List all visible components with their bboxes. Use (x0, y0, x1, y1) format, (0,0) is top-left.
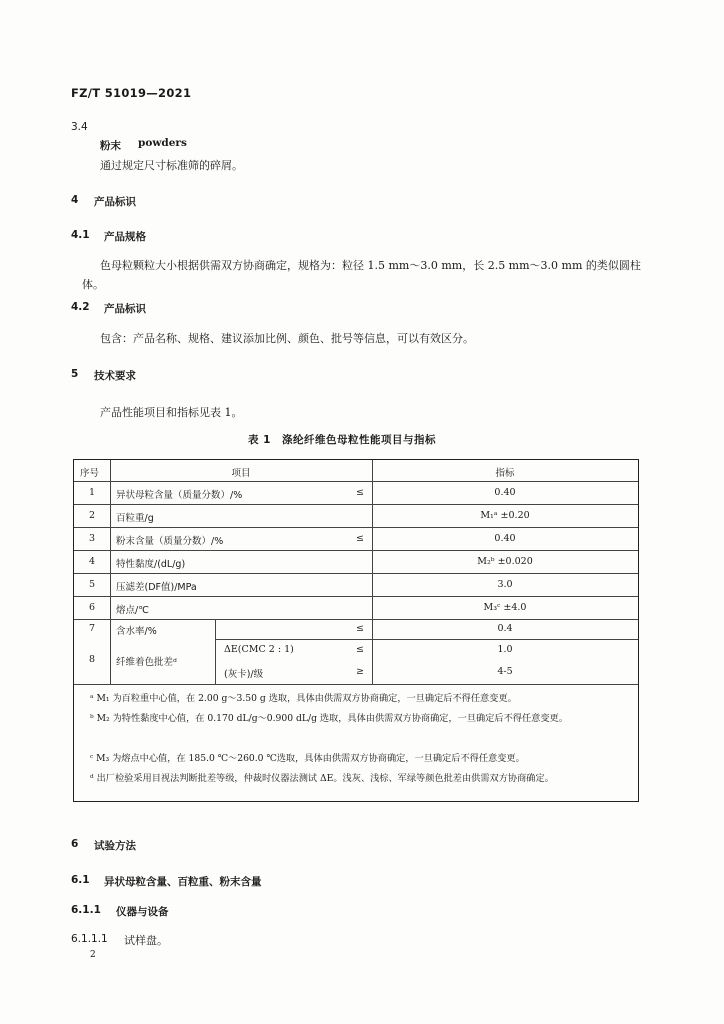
row8-sub1-value: 1.0 (497, 644, 513, 655)
row3-item: 粉末含量（质量分数）/% (116, 536, 224, 547)
row7-op: ≤ (356, 623, 364, 634)
row2-item: 百粒重/g (116, 513, 154, 524)
section-6-1-title: 异状母粒含量、百粒重、粉末含量 (104, 876, 262, 888)
row1-value: 0.40 (494, 487, 516, 498)
row2-value: M₁ᵃ ±0.20 (480, 510, 530, 521)
table-caption: 表 1 涤纶纤维色母粒性能项目与指标 (248, 434, 436, 446)
section-6-1-1-1-number: 6.1.1.1 (71, 933, 108, 945)
section-4-2-title: 产品标识 (104, 303, 146, 315)
row7-no: 7 (88, 623, 96, 634)
section-4-title: 产品标识 (94, 196, 136, 208)
section-6-1-1-number: 6.1.1 (71, 904, 101, 916)
row3-op: ≤ (356, 533, 364, 544)
standard-code: FZ/T 51019—2021 (71, 86, 192, 100)
row8-item: 纤维着色批差ᵈ (116, 657, 177, 668)
row8-no: 8 (88, 654, 96, 665)
note-b: ᵇ M₂ 为特性黏度中心值，在 0.170 dL/g～0.900 dL/g 选取，具体由供需双方协商确定，一旦确定后不得任意变更。 (90, 713, 568, 724)
term-en: powders (138, 137, 187, 149)
row4-no: 4 (88, 556, 96, 567)
row1-op: ≤ (356, 487, 364, 498)
section-6-1-1-title: 仪器与设备 (116, 906, 169, 918)
section-4-1-text: 色母粒颗粒大小根据供需双方协商确定，规格为：粒径 1.5 mm～3.0 mm，长 2.5 mm～3.0 mm 的类似圆柱体。 (82, 259, 641, 291)
page-number: 2 (90, 950, 96, 960)
row6-no: 6 (88, 602, 96, 613)
row6-item: 熔点/℃ (116, 605, 149, 616)
section-6-1-number: 6.1 (71, 874, 90, 886)
row3-no: 3 (88, 533, 96, 544)
row2-no: 2 (88, 510, 96, 521)
header-no: 序号 (80, 468, 100, 479)
section-4-1-title: 产品规格 (104, 231, 146, 243)
section-5-text: 产品性能项目和指标见表 1。 (100, 406, 243, 419)
section-3-4-number: 3.4 (71, 121, 88, 133)
row1-item: 异状母粒含量（质量分数）/% (116, 490, 243, 501)
row8-sub2-op: ≥ (356, 666, 364, 677)
section-4-number: 4 (71, 194, 79, 206)
performance-table (73, 459, 639, 802)
row4-value: M₂ᵇ ±0.020 (477, 556, 533, 567)
row8-sub1-op: ≤ (356, 644, 364, 655)
section-5-number: 5 (71, 368, 79, 380)
row6-value: M₃ᶜ ±4.0 (483, 602, 527, 613)
section-4-1-number: 4.1 (71, 229, 90, 241)
section-6-number: 6 (71, 838, 79, 850)
row7-item: 含水率/% (116, 626, 157, 637)
note-a: ᵃ M₁ 为百粒重中心值，在 2.00 g～3.50 g 选取，具体由供需双方协商确定，一旦确定后不得任意变更。 (90, 693, 517, 704)
row5-no: 5 (88, 579, 96, 590)
row1-no: 1 (88, 487, 96, 498)
term-definition: 通过规定尺寸标准筛的碎屑。 (100, 159, 243, 172)
section-5-title: 技术要求 (94, 370, 136, 382)
section-4-2-text: 包含：产品名称、规格、建议添加比例、颜色、批号等信息，可以有效区分。 (100, 332, 474, 345)
row3-value: 0.40 (494, 533, 516, 544)
row4-item: 特性黏度/(dL/g) (116, 559, 186, 570)
note-d: ᵈ 出厂检验采用目视法判断批差等级，仲裁时仪器法测试 ΔE。浅灰、浅棕、军绿等颜色批差由供需双方协商确定。 (90, 773, 554, 784)
row7-value: 0.4 (497, 623, 513, 634)
section-6-title: 试验方法 (94, 840, 136, 852)
row8-sub2-label: (灰卡)/级 (224, 669, 264, 680)
header-item: 项目 (231, 468, 251, 479)
note-c: ᶜ M₃ 为熔点中心值，在 185.0 ℃～260.0 ℃选取，具体由供需双方协商确定，一旦确定后不得任意变更。 (90, 753, 525, 764)
row8-sub2-value: 4-5 (497, 666, 513, 677)
row5-value: 3.0 (497, 579, 513, 590)
section-6-1-1-1-text: 试样盘。 (124, 934, 168, 947)
row5-item: 压滤差(DF值)/MPa (116, 582, 197, 593)
term-zh: 粉末 (100, 140, 121, 152)
row8-sub1-label: ΔE(CMC 2 : 1) (224, 644, 294, 655)
header-index: 指标 (495, 468, 515, 479)
section-4-2-number: 4.2 (71, 301, 90, 313)
